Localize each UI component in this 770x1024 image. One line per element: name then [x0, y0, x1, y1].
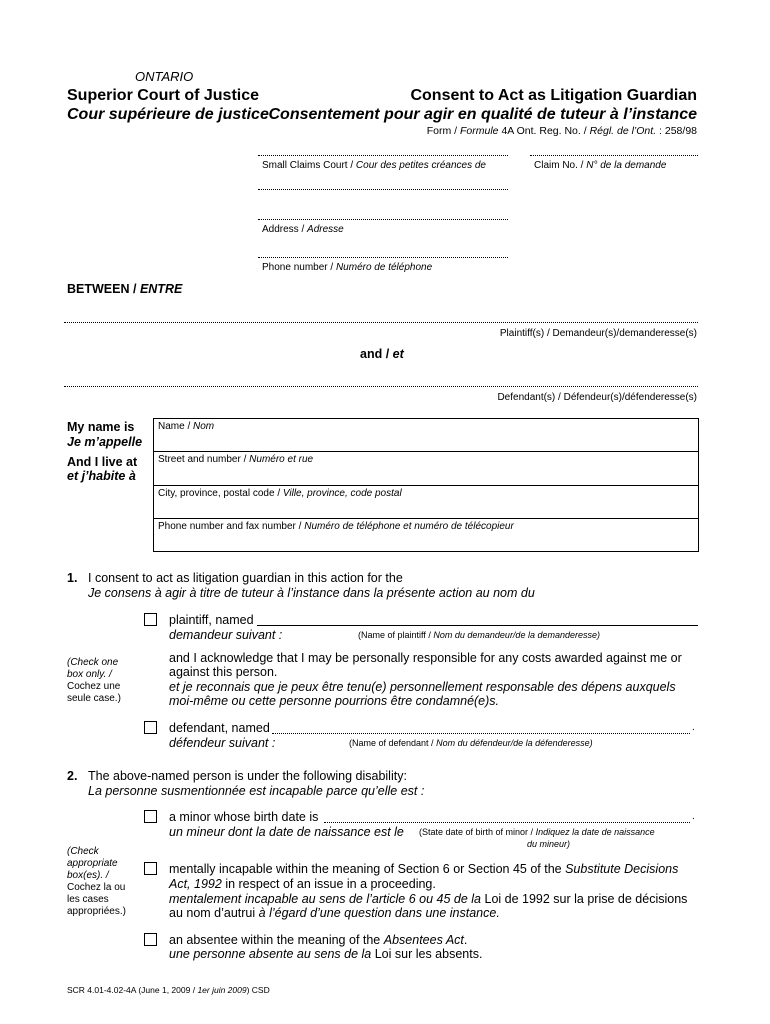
- ack-text-fr-1: et je reconnais que je peux être tenu(e) personnellement responsable des dépens auxquels: [169, 680, 676, 694]
- small-claims-line[interactable]: [258, 155, 508, 156]
- live-label-fr: et j’habite à: [67, 469, 136, 483]
- plaintiff-option-fr: demandeur suivant :: [169, 628, 283, 642]
- minor-option-fr: un mineur dont la date de naissance est le: [169, 825, 404, 839]
- section2-number: 2.: [67, 769, 78, 783]
- plaintiff-option-en: plaintiff, named: [169, 613, 254, 627]
- minor-period: .: [692, 811, 695, 822]
- live-label-en: And I live at: [67, 455, 138, 469]
- street-field-label: Street and number / Numéro et rue: [158, 454, 314, 465]
- address-line-2[interactable]: [258, 219, 508, 220]
- between-label: BETWEEN / ENTRE: [67, 282, 183, 296]
- mental-text-fr-2: au nom d’autrui à l’égard d’une question dans une instance.: [169, 906, 500, 920]
- address-line-1[interactable]: [258, 189, 508, 190]
- name-field-label: Name / Nom: [158, 421, 215, 432]
- section2-text-en: The above-named person is under the following disability:: [88, 769, 407, 783]
- ack-text-en-2: against this person.: [169, 665, 278, 679]
- section1-text-fr: Je consens à agir à titre de tuteur à l’instance dans la présente action au nom du: [88, 586, 535, 600]
- phone-line[interactable]: [258, 257, 508, 258]
- phone-label: Phone number / Numéro de téléphone: [262, 262, 433, 273]
- small-claims-label: Small Claims Court / Cour des petites créances de: [262, 160, 486, 171]
- claim-no-line[interactable]: [530, 155, 698, 156]
- plaintiff-name-hint: (Name of plaintiff / Nom du demandeur/de la demanderesse): [358, 630, 600, 640]
- plaintiff-checkbox[interactable]: [144, 613, 157, 626]
- city-field-label: City, province, postal code / Ville, province, code postal: [158, 488, 402, 499]
- form-footer-code: SCR 4.01-4.02-4A (June 1, 2009 / 1er juin 2009) CSD: [67, 985, 270, 995]
- defendant-period: .: [692, 722, 695, 733]
- minor-birth-date-line[interactable]: [324, 822, 690, 823]
- section2-check-note: (Check appropriate box(es). / Cochez la ou les cases appropriées.): [67, 846, 126, 917]
- form-title-en: Consent to Act as Litigation Guardian: [410, 87, 697, 104]
- court-name-fr: Cour supérieure de justice: [67, 106, 269, 123]
- defendant-line[interactable]: [64, 386, 698, 387]
- mental-text-fr-1: mentalement incapable au sens de l’article 6 ou 45 de la Loi de 1992 sur la prise de décisions: [169, 892, 688, 906]
- section1-check-note: (Check one box only. / Cochez une seule case.): [67, 657, 121, 704]
- ack-text-fr-2: moi-même ou cette personne pourrions être condamné(e)s.: [169, 694, 500, 708]
- ack-text-en-1: and I acknowledge that I may be personally responsible for any costs awarded against me or: [169, 651, 682, 665]
- street-field[interactable]: [154, 451, 698, 484]
- defendant-name-hint: (Name of defendant / Nom du défendeur/de la défenderesse): [349, 738, 593, 748]
- phone-fax-field-label: Phone number and fax number / Numéro de téléphone et numéro de télécopieur: [158, 521, 514, 532]
- plaintiff-label: Plaintiff(s) / Demandeur(s)/demanderesse(s): [499, 328, 697, 339]
- claim-no-label: Claim No. / N° de la demande: [534, 160, 667, 171]
- address-label: Address / Adresse: [262, 224, 344, 235]
- province-label: ONTARIO: [135, 69, 194, 84]
- section1-number: 1.: [67, 571, 78, 585]
- section2-text-fr: La personne susmentionnée est incapable parce qu’elle est :: [88, 784, 425, 798]
- defendant-checkbox[interactable]: [144, 721, 157, 734]
- section1-text-en: I consent to act as litigation guardian in this action for the: [88, 571, 403, 585]
- mental-incapacity-checkbox[interactable]: [144, 862, 157, 875]
- minor-birth-date-hint: (State date of birth of minor / Indiquez la date de naissance: [419, 827, 655, 837]
- minor-birth-date-hint-2: du mineur): [527, 839, 571, 849]
- plaintiff-line[interactable]: [64, 322, 698, 323]
- name-field[interactable]: [154, 419, 698, 450]
- minor-option-en: a minor whose birth date is: [169, 810, 319, 824]
- court-name-en: Superior Court of Justice: [67, 87, 260, 104]
- city-field[interactable]: [154, 485, 698, 517]
- my-name-label-fr: Je m’appelle: [67, 435, 143, 449]
- absentee-text-fr: une personne absente au sens de la Loi sur les absents.: [169, 947, 483, 961]
- minor-checkbox[interactable]: [144, 810, 157, 823]
- plaintiff-name-line[interactable]: [257, 625, 698, 626]
- my-name-label-en: My name is: [67, 420, 135, 434]
- and-label: and / et: [360, 347, 404, 361]
- defendant-option-fr: défendeur suivant :: [169, 736, 276, 750]
- mental-text-en-1: mentally incapable within the meaning of Section 6 or Section 45 of the Substitute Decisions: [169, 862, 679, 876]
- mental-text-en-2: Act, 1992 in respect of an issue in a proceeding.: [169, 877, 436, 891]
- defendant-option-en: defendant, named: [169, 721, 270, 735]
- defendant-label: Defendant(s) / Défendeur(s)/défenderesse(s): [497, 392, 697, 403]
- absentee-text-en: an absentee within the meaning of the Absentees Act.: [169, 933, 468, 947]
- defendant-name-line[interactable]: [272, 733, 690, 734]
- phone-fax-field[interactable]: [154, 518, 698, 551]
- absentee-checkbox[interactable]: [144, 933, 157, 946]
- form-title-fr: Consentement pour agir en qualité de tuteur à l’instance: [268, 106, 697, 123]
- form-number: Form / Formule 4A Ont. Reg. No. / Régl. de l’Ont. : 258/98: [426, 125, 697, 137]
